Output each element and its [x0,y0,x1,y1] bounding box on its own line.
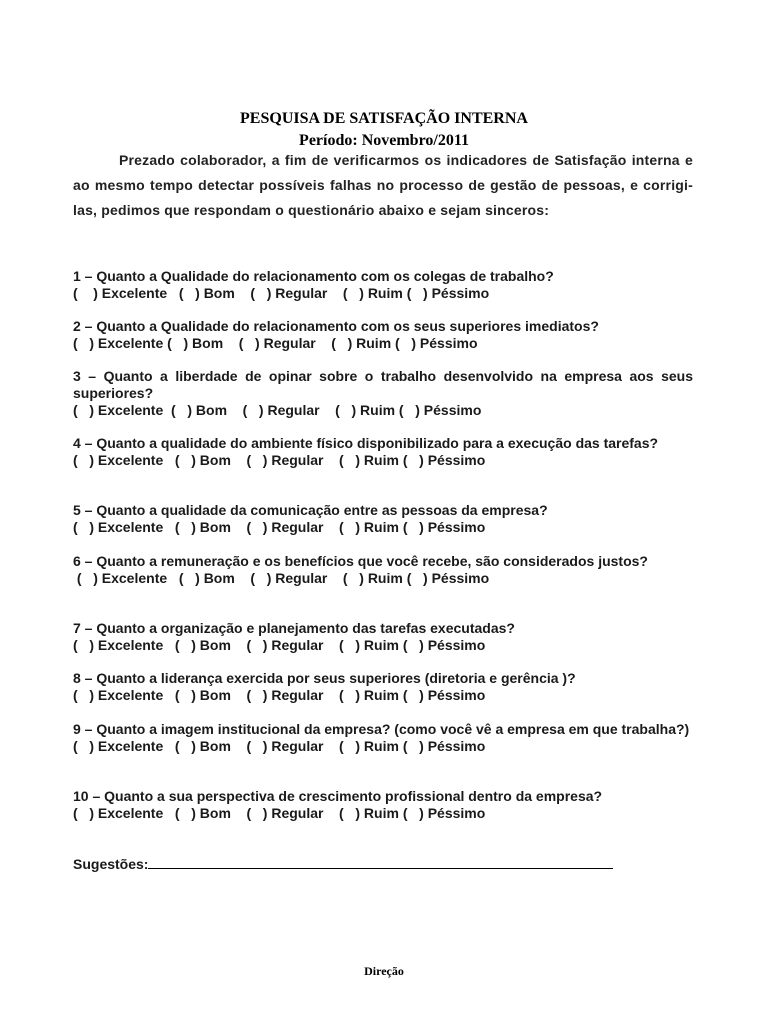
answer-options[interactable]: ( ) Excelente ( ) Bom ( ) Regular ( ) Ruim ( ) Péssimo [73,402,482,418]
question-5 [73,502,693,536]
question-text: 5 – Quanto a qualidade da comunicação entre as pessoas da empresa? [73,502,548,518]
question-7 [73,620,693,654]
question-4 [73,435,693,469]
question-text: 6 – Quanto a remuneração e os benefícios que você recebe, são considerados justos? [73,553,648,569]
question-text: 2 – Quanto a Qualidade do relacionamento com os seus superiores imediatos? [73,318,599,334]
question-8 [73,670,693,704]
question-text: 10 – Quanto a sua perspectiva de crescimento profissional dentro da empresa? [73,788,603,804]
question-text: 9 – Quanto a imagem institucional da empresa? (como você vê a empresa em que trabalha?) [73,721,690,737]
answer-options[interactable]: ( ) Excelente ( ) Bom ( ) Regular ( ) Ruim ( ) Péssimo [73,285,490,301]
question-text: 3 – Quanto a liberdade de opinar sobre o trabalho desenvolvido na empresa aos seus superiores? [73,368,693,401]
question-2 [73,318,693,352]
suggestions-field [73,854,613,873]
suggestions-line[interactable] [148,854,613,869]
answer-options[interactable]: ( ) Excelente ( ) Bom ( ) Regular ( ) Ruim ( ) Péssimo [73,335,478,351]
intro-paragraph: Prezado colaborador, a fim de verificarmos os indicadores de Satisfação interna e ao mesmo tempo detectar possíveis falhas no processo de gestão de pessoas, e corrigi-las, pedimos que respondam o questionário abaixo e sejam sinceros: [73,152,693,218]
answer-options[interactable]: ( ) Excelente ( ) Bom ( ) Regular ( ) Ruim ( ) Péssimo [73,738,486,754]
answer-options[interactable]: ( ) Excelente ( ) Bom ( ) Regular ( ) Ruim ( ) Péssimo [73,805,486,821]
question-text: 4 – Quanto a qualidade do ambiente físico disponibilizado para a execução das tarefas? [73,435,659,451]
answer-options[interactable]: ( ) Excelente ( ) Bom ( ) Regular ( ) Ruim ( ) Péssimo [73,519,486,535]
answer-options[interactable]: ( ) Excelente ( ) Bom ( ) Regular ( ) Ruim ( ) Péssimo [73,637,486,653]
footer-signature: Direção [364,964,404,978]
question-text: 8 – Quanto a liderança exercida por seus superiores (diretoria e gerência )? [73,670,576,686]
answer-options[interactable]: ( ) Excelente ( ) Bom ( ) Regular ( ) Ruim ( ) Péssimo [73,570,490,586]
suggestions-label: Sugestões: [73,856,149,872]
question-text: 7 – Quanto a organização e planejamento das tarefas executadas? [73,620,515,636]
question-9 [73,721,693,755]
question-10 [73,788,693,822]
question-3 [73,368,693,419]
answer-options[interactable]: ( ) Excelente ( ) Bom ( ) Regular ( ) Ruim ( ) Péssimo [73,687,486,703]
survey-period: Período: Novembro/2011 [299,132,469,149]
question-text: 1 – Quanto a Qualidade do relacionamento com os colegas de trabalho? [73,268,554,284]
answer-options[interactable]: ( ) Excelente ( ) Bom ( ) Regular ( ) Ruim ( ) Péssimo [73,452,486,468]
question-6 [73,553,693,587]
question-1 [73,268,693,302]
survey-title: PESQUISA DE SATISFAÇÃO INTERNA [240,110,528,127]
